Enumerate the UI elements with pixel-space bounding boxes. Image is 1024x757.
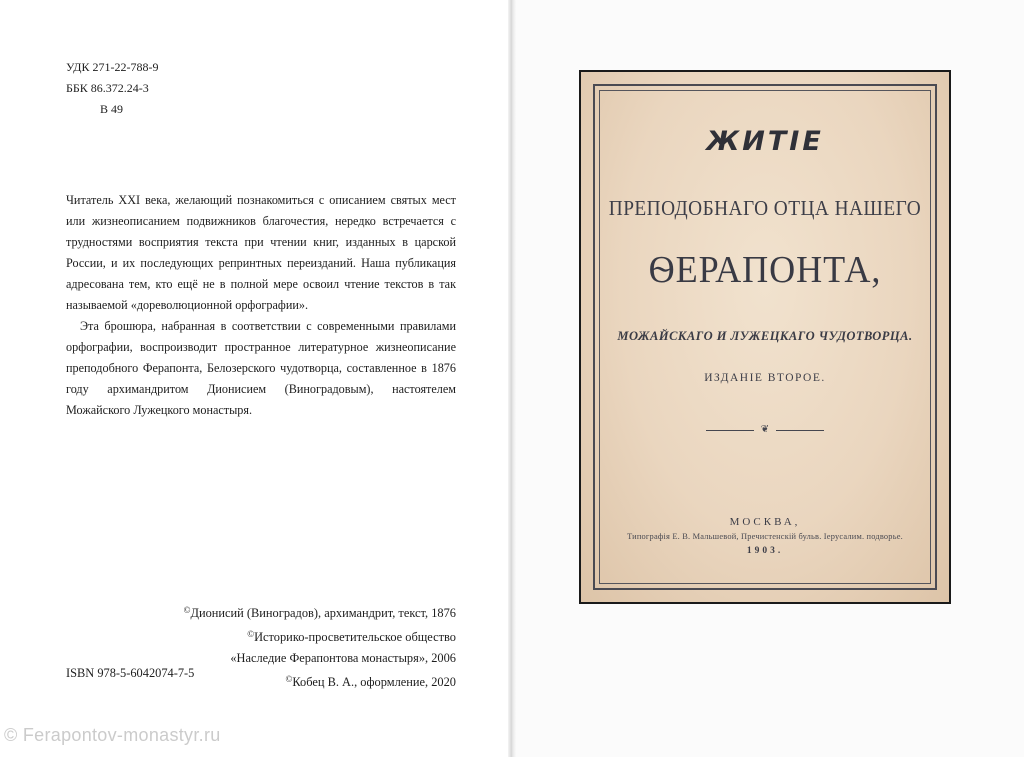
udk-code: УДК 271-22-788-9 xyxy=(66,60,159,74)
ornament-icon: ❦ xyxy=(760,424,770,435)
cover-image xyxy=(579,70,951,604)
copyright-line-2: ©Историко-просветительское общество xyxy=(247,629,456,644)
author-sign-code: В 49 xyxy=(100,102,124,116)
copyright-line-4: ©Кобец В. А., оформление, 2020 xyxy=(285,674,456,689)
book-spine xyxy=(508,0,516,757)
cover-edition: ИЗДАНІЕ ВТОРОЕ. xyxy=(704,372,826,384)
copyright-symbol: © xyxy=(247,629,255,639)
ornament-divider xyxy=(706,424,824,435)
cover-title: ЖИТІЕ xyxy=(706,126,824,157)
cover-epithet: МОЖАЙСКАГО И ЛУЖЕЦКАГО ЧУДОТВОРЦА. xyxy=(617,329,913,343)
cover-saint-name: ѲЕРАПОНТА, xyxy=(648,249,882,291)
annotation-text xyxy=(66,190,456,421)
copyright-line-3: «Наследие Ферапонтова монастыря», 2006 xyxy=(230,651,456,665)
copyright-line-1: ©Дионисий (Виноградов), архимандрит, текст, 1876 xyxy=(183,605,456,620)
ornament-line-right xyxy=(776,430,824,431)
cover-city: МОСКВА, xyxy=(729,516,801,528)
annotation-paragraph-2: Эта брошюра, набранная в соответствии с современными правилами орфографии, воспроизводит пространное литературное жизнеописание преподобного Ферапонта, Белозерского чудотворца, составленное в 1876 году архимандритом Дионисием (Виноградовым), настоятелем Можайского Лужецкого монастыря. xyxy=(66,319,456,417)
copyright-block xyxy=(156,600,456,693)
cover-printer: Типографія Е. В. Мальшевой, Пречистенскій бульв. Іерусалим. подворье. xyxy=(627,532,903,541)
cover-year: 1903. xyxy=(746,546,784,556)
copyright-symbol: © xyxy=(183,605,191,615)
isbn: ISBN 978-5-6042074-7-5 xyxy=(66,666,195,680)
watermark: © Ferapontov-monastyr.ru xyxy=(4,725,221,745)
cover-subtitle: ПРЕПОДОБНАГО ОТЦА НАШЕГО xyxy=(608,196,922,220)
cover-paper xyxy=(581,72,949,602)
bbk-code: ББК 86.372.24-3 xyxy=(66,81,149,95)
annotation-paragraph-1: Читатель XXI века, желающий познакомиться с описанием святых мест или жизнеописанием подвижников благочестия, нередко встречается с трудностями восприятия текста при чтении книг, изданных в царской России, и их последующих репринтных переизданий. Наша публикация адресована тем, кто ещё не в полной мере освоил чтение текстов в так называемой «дореволюционной орфографии». xyxy=(66,193,456,312)
copyright-symbol: © xyxy=(285,674,293,684)
ornament-line-left xyxy=(706,430,754,431)
